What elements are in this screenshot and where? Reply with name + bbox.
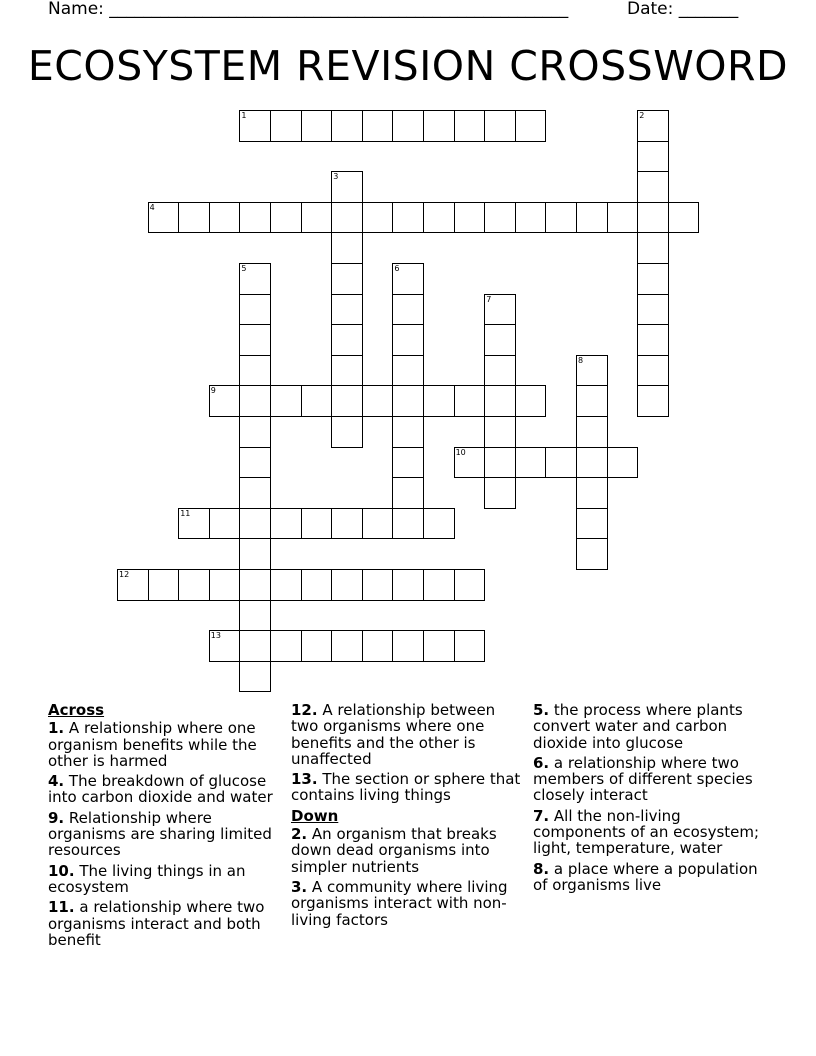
crossword-cell[interactable] — [362, 508, 394, 540]
crossword-cell[interactable] — [239, 355, 271, 387]
crossword-cell[interactable] — [148, 202, 180, 234]
crossword-cell[interactable] — [239, 110, 271, 142]
crossword-cell[interactable] — [454, 447, 486, 479]
crossword-cell[interactable] — [484, 447, 516, 479]
crossword-cell[interactable] — [239, 538, 271, 570]
clue-number-label: 11 — [180, 508, 191, 518]
clue-number-label: 7 — [486, 294, 492, 304]
crossword-cell[interactable] — [576, 477, 608, 509]
crossword-cell[interactable] — [576, 508, 608, 540]
page-title: ECOSYSTEM REVISION CROSSWORD — [27, 42, 789, 90]
crossword-cell[interactable] — [576, 447, 608, 479]
crossword-cell[interactable] — [423, 110, 455, 142]
crossword-cell[interactable] — [331, 232, 363, 264]
crossword-cell[interactable] — [331, 416, 363, 448]
crossword-cell[interactable] — [331, 110, 363, 142]
crossword-cell[interactable] — [239, 385, 271, 417]
crossword-cell[interactable] — [301, 385, 333, 417]
down-heading: Down — [291, 806, 339, 825]
crossword-cell[interactable] — [576, 416, 608, 448]
crossword-cell[interactable] — [392, 294, 424, 326]
crossword-cell[interactable] — [301, 202, 333, 234]
crossword-cell[interactable] — [362, 110, 394, 142]
clue-number-label: 4 — [149, 202, 155, 212]
crossword-cell[interactable] — [270, 385, 302, 417]
crossword-cell[interactable] — [484, 294, 516, 326]
crossword-cell[interactable] — [331, 324, 363, 356]
crossword-cell[interactable] — [239, 202, 271, 234]
crossword-cell[interactable] — [392, 630, 424, 662]
crossword-cell[interactable] — [392, 569, 424, 601]
crossword-cell[interactable] — [392, 477, 424, 509]
crossword-cell[interactable] — [637, 294, 669, 326]
crossword-cell[interactable] — [668, 202, 700, 234]
crossword-cell[interactable] — [331, 171, 363, 203]
clue-across-1: 1. A relationship where one organism benefits while the other is harmed — [48, 719, 257, 770]
crossword-cell[interactable] — [331, 294, 363, 326]
clue-across-11: 11. a relationship where two organisms interact and both benefit — [48, 898, 265, 949]
crossword-cell[interactable] — [331, 355, 363, 387]
crossword-cell[interactable] — [270, 110, 302, 142]
crossword-cell[interactable] — [637, 202, 669, 234]
crossword-cell[interactable] — [209, 569, 241, 601]
crossword-cell[interactable] — [239, 569, 271, 601]
crossword-cell[interactable] — [178, 508, 210, 540]
crossword-cell[interactable] — [239, 447, 271, 479]
crossword-cell[interactable] — [454, 202, 486, 234]
clues-column-3 — [533, 702, 773, 897]
clue-across-4: 4. The breakdown of glucose into carbon dioxide and water — [48, 772, 273, 807]
clue-across-12: 12. A relationship between two organisms where one benefits and the other is unaffected — [291, 701, 496, 768]
crossword-cell[interactable] — [484, 202, 516, 234]
crossword-cell[interactable] — [454, 569, 486, 601]
crossword-cell[interactable] — [637, 385, 669, 417]
crossword-cell[interactable] — [331, 569, 363, 601]
crossword-cell[interactable] — [484, 416, 516, 448]
crossword-cell[interactable] — [239, 416, 271, 448]
clue-across-13: 13. The section or sphere that contains living things — [291, 770, 521, 805]
crossword-cell[interactable] — [545, 447, 577, 479]
crossword-cell[interactable] — [270, 508, 302, 540]
crossword-cell[interactable] — [637, 324, 669, 356]
crossword-cell[interactable] — [362, 385, 394, 417]
crossword-cell[interactable] — [331, 630, 363, 662]
clue-down-3: 3. A community where living organisms interact with non-living factors — [291, 877, 508, 929]
crossword-cell[interactable] — [637, 110, 669, 142]
crossword-cell[interactable] — [239, 324, 271, 356]
crossword-cell[interactable] — [301, 630, 333, 662]
crossword-cell[interactable] — [117, 569, 149, 601]
clue-number-label: 12 — [119, 570, 130, 579]
crossword-cell[interactable] — [239, 263, 271, 295]
crossword-cell[interactable] — [239, 477, 271, 509]
clue-number-label: 5 — [241, 264, 247, 273]
crossword-cell[interactable] — [239, 630, 271, 662]
crossword-cell[interactable] — [301, 110, 333, 142]
name-field[interactable]: Name: ______________________________________________________ — [48, 0, 569, 19]
clue-number-label: 6 — [394, 264, 400, 273]
crossword-cell[interactable] — [178, 202, 210, 234]
crossword-cell[interactable] — [545, 202, 577, 234]
crossword-cell[interactable] — [576, 355, 608, 387]
crossword-cell[interactable] — [301, 569, 333, 601]
crossword-cell[interactable] — [209, 508, 241, 540]
crossword-cell[interactable] — [392, 263, 424, 295]
crossword-cell[interactable] — [270, 202, 302, 234]
crossword-cell[interactable] — [270, 569, 302, 601]
crossword-cell[interactable] — [637, 171, 669, 203]
crossword-cell[interactable] — [239, 294, 271, 326]
crossword-cell[interactable] — [484, 110, 516, 142]
clue-across-10: 10. The living things in an ecosystem — [48, 861, 246, 896]
clue-number-label: 9 — [210, 386, 216, 396]
clue-number-label: 10 — [455, 447, 466, 457]
crossword-cell[interactable] — [331, 385, 363, 417]
crossword-cell[interactable] — [637, 355, 669, 387]
clue-across-9: 9. Relationship where organisms are sharing limited resources — [48, 808, 272, 860]
crossword-cell[interactable] — [362, 630, 394, 662]
crossword-cell[interactable] — [392, 324, 424, 356]
crossword-cell[interactable] — [148, 569, 180, 601]
crossword-cell[interactable] — [607, 202, 639, 234]
crossword-cell[interactable] — [484, 477, 516, 509]
crossword-cell[interactable] — [362, 569, 394, 601]
crossword-cell[interactable] — [392, 110, 424, 142]
clues-column-1 — [48, 702, 284, 952]
crossword-cell[interactable] — [270, 630, 302, 662]
crossword-cell[interactable] — [392, 447, 424, 479]
crossword-cell[interactable] — [392, 385, 424, 417]
crossword-cell[interactable] — [392, 416, 424, 448]
crossword-cell[interactable] — [423, 508, 455, 540]
crossword-cell[interactable] — [515, 202, 547, 234]
crossword-cell[interactable] — [301, 508, 333, 540]
crossword-cell[interactable] — [576, 385, 608, 417]
clue-down-8: 8. a place where a population of organisms live — [533, 859, 758, 894]
crossword-cell[interactable] — [515, 447, 547, 479]
crossword-cell[interactable] — [637, 141, 669, 173]
clue-down-5: 5. the process where plants convert water and carbon dioxide into glucose — [533, 701, 743, 752]
crossword-cell[interactable] — [392, 508, 424, 540]
crossword-cell[interactable] — [607, 447, 639, 479]
crossword-cell[interactable] — [209, 202, 241, 234]
crossword-cell[interactable] — [484, 355, 516, 387]
across-heading: Across — [48, 701, 105, 719]
clue-number-label: 8 — [578, 355, 584, 365]
crossword-cell[interactable] — [209, 385, 241, 417]
crossword-cell[interactable] — [484, 324, 516, 356]
crossword-cell[interactable] — [484, 385, 516, 417]
date-field[interactable]: Date: _______ — [627, 0, 739, 19]
crossword-cell[interactable] — [239, 508, 271, 540]
crossword-cell[interactable] — [392, 202, 424, 234]
crossword-cell[interactable] — [423, 630, 455, 662]
crossword-cell[interactable] — [454, 630, 486, 662]
crossword-cell[interactable] — [331, 263, 363, 295]
crossword-cell[interactable] — [178, 569, 210, 601]
crossword-cell[interactable] — [331, 508, 363, 540]
crossword-cell[interactable] — [515, 110, 547, 142]
crossword-cell[interactable] — [331, 202, 363, 234]
clue-number-label: 2 — [639, 111, 645, 120]
crossword-cell[interactable] — [423, 385, 455, 417]
crossword-cell[interactable] — [576, 202, 608, 234]
crossword-cell[interactable] — [637, 232, 669, 264]
crossword-cell[interactable] — [637, 263, 669, 295]
crossword-cell[interactable] — [209, 630, 241, 662]
crossword-cell[interactable] — [392, 355, 424, 387]
clue-down-6: 6. a relationship where two members of different species closely interact — [533, 753, 753, 805]
clues-column-2 — [291, 702, 527, 932]
crossword-cell[interactable] — [515, 385, 547, 417]
clue-number-label: 1 — [241, 111, 247, 120]
crossword-cell[interactable] — [423, 569, 455, 601]
crossword-cell[interactable] — [454, 385, 486, 417]
clue-down-7: 7. All the non-living components of an ecosystem; light, temperature, water — [533, 806, 760, 858]
crossword-cell[interactable] — [454, 110, 486, 142]
clue-number-label: 3 — [333, 172, 339, 182]
clue-number-label: 13 — [210, 631, 221, 641]
clue-down-2: 2. An organism that breaks down dead organisms into simpler nutrients — [291, 825, 497, 876]
crossword-cell[interactable] — [576, 538, 608, 570]
crossword-cell[interactable] — [239, 661, 271, 693]
crossword-cell[interactable] — [239, 600, 271, 632]
crossword-cell[interactable] — [423, 202, 455, 234]
crossword-cell[interactable] — [362, 202, 394, 234]
